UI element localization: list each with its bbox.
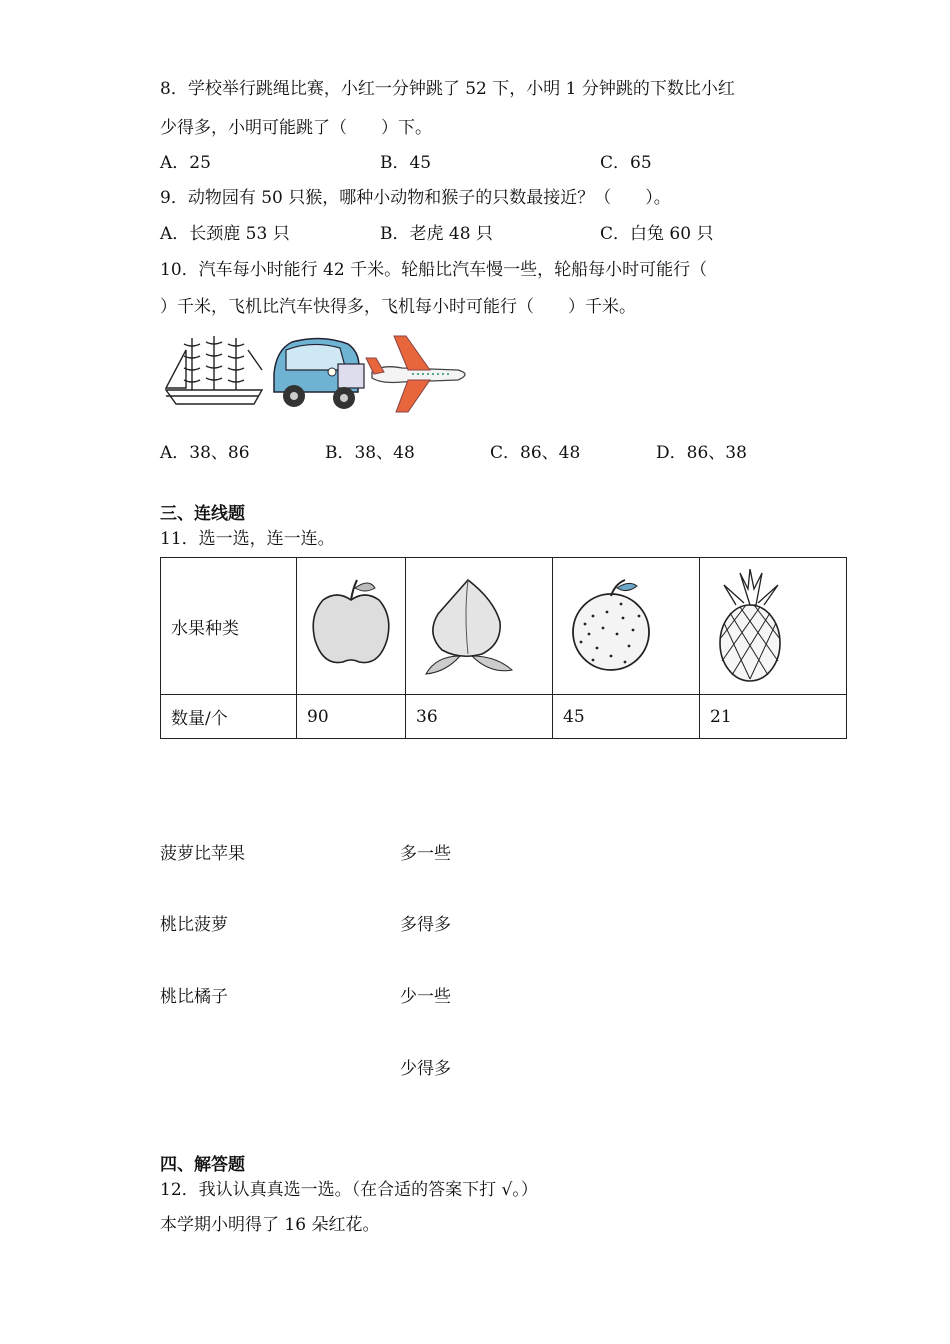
q10-line1: 10．汽车每小时能行 42 千米。轮船比汽车慢一些，轮船每小时可能行（ — [160, 260, 708, 280]
apple-count: 90 — [297, 695, 406, 739]
orange-cell — [553, 558, 700, 695]
ship-icon — [166, 336, 262, 404]
match-right-1[interactable]: 多一些 — [400, 844, 451, 864]
q10-option-c[interactable]: C．86、48 — [490, 443, 581, 463]
transport-illustration — [162, 330, 472, 415]
match-left-3[interactable]: 桃比橘子 — [160, 987, 228, 1007]
airplane-icon — [366, 336, 465, 412]
q10-option-d[interactable]: D．86、38 — [656, 443, 747, 463]
q9-option-c[interactable]: C．白兔 60 只 — [600, 224, 714, 244]
peach-count: 36 — [406, 695, 553, 739]
ship-car-plane-image — [162, 330, 472, 415]
match-left-1[interactable]: 菠萝比苹果 — [160, 844, 245, 864]
match-right-2[interactable]: 多得多 — [400, 915, 451, 935]
q10-option-a[interactable]: A．38、86 — [160, 443, 250, 463]
apple-icon — [307, 576, 395, 676]
q8-option-b[interactable]: B．45 — [380, 153, 432, 173]
q10-line2: ）千米，飞机比汽车快得多，飞机每小时可能行（ ）千米。 — [160, 297, 636, 317]
q11-prompt: 11．选一选，连一连。 — [160, 529, 335, 549]
pineapple-count: 21 — [700, 695, 847, 739]
match-right-4[interactable]: 少得多 — [400, 1059, 451, 1079]
orange-count: 45 — [553, 695, 700, 739]
orange-icon — [563, 576, 663, 676]
peach-cell — [406, 558, 553, 695]
pineapple-icon — [710, 569, 790, 684]
match-right-3[interactable]: 少一些 — [400, 987, 451, 1007]
q8-line2: 少得多，小明可能跳了（ ）下。 — [160, 118, 432, 138]
q12-line: 本学期小明得了 16 朵红花。 — [160, 1215, 380, 1235]
table-row1-label: 水果种类 — [161, 558, 297, 695]
section4-heading: 四、解答题 — [160, 1155, 245, 1175]
q9-option-b[interactable]: B．老虎 48 只 — [380, 224, 493, 244]
q12-prompt: 12．我认认真真选一选。（在合适的答案下打 √。） — [160, 1180, 538, 1200]
section3-heading: 三、连线题 — [160, 504, 245, 524]
fruit-table — [160, 557, 847, 739]
pineapple-cell — [700, 558, 847, 695]
car-icon — [274, 338, 364, 409]
peach-icon — [416, 574, 526, 679]
q8-option-c[interactable]: C．65 — [600, 153, 652, 173]
q8-option-a[interactable]: A．25 — [160, 153, 211, 173]
q10-option-b[interactable]: B．38、48 — [325, 443, 415, 463]
q9-line1: 9．动物园有 50 只猴，哪种小动物和猴子的只数最接近？（ ）。 — [160, 188, 671, 208]
match-left-2[interactable]: 桃比菠萝 — [160, 915, 228, 935]
q9-option-a[interactable]: A．长颈鹿 53 只 — [160, 224, 290, 244]
table-row2-label: 数量/个 — [161, 695, 297, 739]
apple-cell — [297, 558, 406, 695]
q8-line1: 8．学校举行跳绳比赛，小红一分钟跳了 52 下，小明 1 分钟跳的下数比小红 — [160, 79, 735, 99]
